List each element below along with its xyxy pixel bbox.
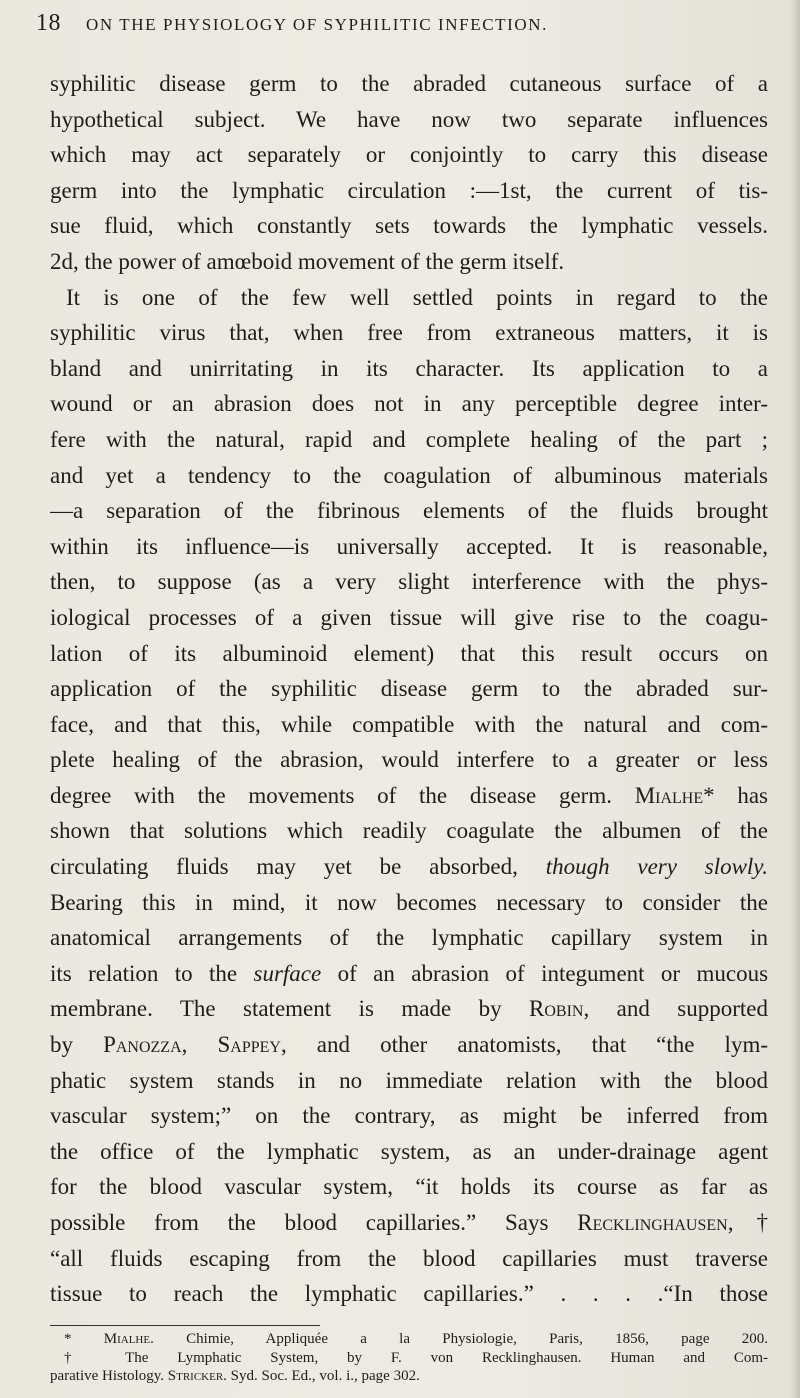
text-line: hypothetical subject. We have now two separate influences (50, 106, 768, 132)
footnote-author: * Mialhe. (64, 1331, 154, 1347)
footnote-text: Syd. Soc. Ed., vol. i., page 302. (230, 1368, 420, 1384)
text-fragment: its relation to the (50, 960, 238, 986)
text-line: within its influence—is universally accepted. It is reasonable, (50, 533, 768, 559)
author-name-panozza: Panozza (103, 1032, 182, 1058)
footnotes (50, 1330, 768, 1386)
text-fragment: , (181, 1032, 188, 1058)
text-fragment: , and supported (583, 996, 768, 1022)
author-name-sappey: Sappey (217, 1032, 281, 1058)
text-line: which may act separately or conjointly to carry this disease (50, 142, 768, 168)
text-fragment: , and other anatomists, that “the lym- (280, 1032, 768, 1058)
footnote-1 (50, 1330, 768, 1349)
text-line: anatomical arrangements of the lymphatic capillary system in (50, 925, 768, 951)
text-line: shown that solutions which readily coagulate the albumen of the (50, 818, 768, 844)
text-fragment: degree with the movements of the disease germ. (50, 782, 612, 808)
footnote-2: † The Lymphatic System, by F. von Recklinghausen. Human and Com- (64, 1349, 768, 1366)
text-line: wound or an abrasion does not in any perceptible degree inter- (50, 391, 768, 417)
text-line: vascular system;” on the contrary, as might be inferred from (50, 1103, 768, 1129)
page-number: 18 (36, 10, 61, 36)
text-line (50, 956, 768, 992)
page-edge-shadow (790, 0, 800, 1398)
text-line: phatic system stands in no immediate relation with the blood (50, 1067, 768, 1093)
text-line: lation of its albuminoid element) that this result occurs on (50, 640, 768, 666)
author-name-recklinghausen: Recklinghausen,† (577, 1210, 768, 1235)
author-name-robin: Robin (529, 996, 584, 1022)
footnote-author: Stricker. (167, 1368, 227, 1384)
text-line: iological processes of a given tissue will give rise to the coagu- (50, 604, 768, 630)
text-line (50, 778, 768, 814)
text-line (50, 991, 768, 1027)
text-line: germ into the lymphatic circulation :—1st, the current of tis- (50, 177, 768, 203)
text-line (50, 1027, 768, 1063)
footnote-2-continued (50, 1367, 768, 1386)
footnote-text: Chimie, Appliquée a la Physiologie, Paris, 1856, page 200. (186, 1331, 768, 1347)
text-fragment: circulating fluids may yet be absorbed, (50, 854, 518, 880)
text-fragment: of an abrasion of integument or mucous (337, 960, 768, 986)
text-line: syphilitic disease germ to the abraded cutaneous surface of a (50, 71, 768, 96)
text-fragment: by (50, 1032, 73, 1058)
footnote-text: parative Histology. (50, 1368, 165, 1384)
text-line (50, 1205, 768, 1241)
text-line: sue fluid, which constantly sets towards the lymphatic vessels. (50, 213, 768, 239)
body-text (50, 66, 768, 1312)
text-line: face, and that this, while compatible with the natural and com- (50, 711, 768, 737)
italic-emphasis: surface (253, 960, 322, 986)
text-line: tissue to reach the lymphatic capillaries.” . . . .“In those (50, 1281, 768, 1307)
text-line: syphilitic virus that, when free from extraneous matters, it is (50, 320, 768, 346)
page-header (36, 10, 766, 40)
text-line: “all fluids escaping from the blood capillaries must traverse (50, 1245, 768, 1271)
text-line: —a separation of the fibrinous elements of the fluids brought (50, 498, 768, 524)
text-line: plete healing of the abrasion, would interfere to a greater or less (50, 747, 768, 773)
italic-emphasis: though very slowly. (545, 854, 768, 880)
text-line: then, to suppose (as a very slight interference with the phys- (50, 569, 768, 595)
text-line (50, 849, 768, 885)
author-name-mialhe: Mialhe* (634, 782, 715, 808)
text-fragment: has (737, 782, 768, 808)
text-line: the office of the lymphatic system, as an under-drainage agent (50, 1138, 768, 1164)
text-line: application of the syphilitic disease germ to the abraded sur- (50, 676, 768, 702)
running-head: ON THE PHYSIOLOGY OF SYPHILITIC INFECTION. (86, 15, 548, 34)
text-line: 2d, the power of amœboid movement of the germ itself. (50, 248, 565, 274)
footnote-divider (50, 1325, 320, 1326)
text-line: Bearing this in mind, it now becomes necessary to consider the (50, 889, 768, 915)
text-line: for the blood vascular system, “it holds its course as far as (50, 1174, 768, 1200)
paragraph-start-line: It is one of the few well settled points in regard to the (66, 284, 768, 310)
text-fragment: possible from the blood capillaries.” Says (50, 1210, 549, 1235)
text-line: fere with the natural, rapid and complete healing of the part ; (50, 426, 768, 452)
text-line: bland and unirritating in its character. Its application to a (50, 355, 768, 381)
text-fragment: membrane. The statement is made by (50, 996, 502, 1022)
text-line: and yet a tendency to the coagulation of albuminous materials (50, 462, 768, 488)
